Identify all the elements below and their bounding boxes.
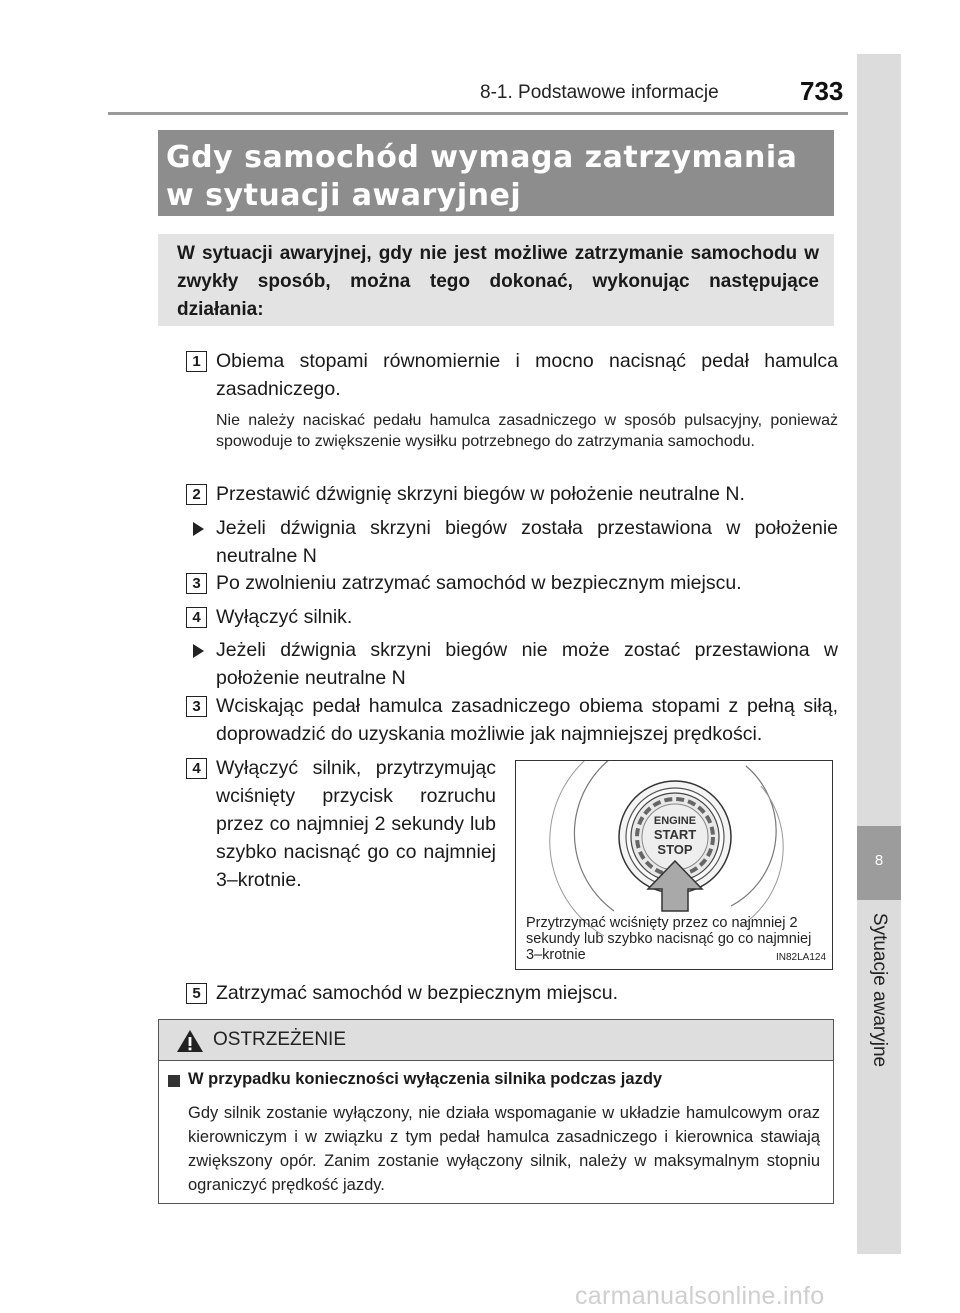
step-text: Przestawić dźwignię skrzyni biegów w położenie neutralne N. — [216, 483, 745, 505]
warning-triangle-icon — [176, 1029, 204, 1053]
step-text: Wciskając pedał hamulca zasadniczego obiema stopami z pełną siłą, doprowadzić do uzyskania możliwie jak najmniejszej prędkości. — [216, 695, 838, 745]
bullet-arrow-icon — [193, 522, 204, 536]
step-text: Zatrzymać samochód w bezpiecznym miejscu. — [216, 982, 619, 1004]
step-text: Po zwolnieniu zatrzymać samochód w bezpiecznym miejscu. — [216, 572, 742, 594]
button-label-line-3: STOP — [657, 842, 693, 857]
step-number: 3 — [186, 696, 207, 717]
sub-item-text: Jeżeli dźwignia skrzyni biegów została przestawiona w położenie neutralne N — [216, 517, 838, 567]
step-number: 4 — [186, 607, 207, 628]
chapter-side-strip — [857, 54, 901, 1254]
header-divider — [108, 112, 848, 115]
page-heading — [166, 139, 826, 215]
chapter-label: Sytuacje awaryjne — [869, 912, 890, 1068]
watermark: carmanualsonline.info — [575, 1282, 825, 1310]
intro-text: W sytuacji awaryjnej, gdy nie jest możliwe zatrzymanie samochodu w zwykły sposób, można tego dokonać, wykonując następujące działania: — [177, 243, 819, 320]
warning-body: Gdy silnik zostanie wyłączony, nie działa wspomaganie w układzie hamulcowym oraz kierowniczym i w związku z tym pedał hamulca zasadniczego i kierownica stawiają zwiększony opór. Zanim zostanie wyłączony silnik, należy w maksymalnym stopniu ograniczyć prędkość jazdy. — [188, 1104, 820, 1194]
step-text: Wyłączyć silnik, przytrzymując wciśnięty przycisk rozruchu przez co najmniej 2 sekundy lub szybko nacisnąć go co najmniej 3–krotnie. — [216, 757, 496, 891]
bullet-arrow-icon — [193, 644, 204, 658]
warning-subtitle: W przypadku konieczności wyłączenia silnika podczas jazdy — [188, 1070, 663, 1088]
warning-title: OSTRZEŻENIE — [213, 1029, 347, 1050]
heading-line-1: Gdy samochód wymaga zatrzymania — [166, 140, 798, 175]
button-label-line-1: ENGINE — [653, 815, 697, 827]
sub-item-text: Jeżeli dźwignia skrzyni biegów nie może zostać przestawiona w położenie neutralne N — [216, 639, 838, 689]
step-note: Nie należy naciskać pedału hamulca zasadniczego w sposób pulsacyjny, ponieważ spowoduje to zwiększenie wysiłku potrzebnego do zatrzymania samochodu. — [216, 412, 838, 450]
step-number: 4 — [186, 758, 207, 779]
step-number: 5 — [186, 983, 207, 1004]
warning-bullet-icon — [168, 1075, 180, 1087]
step-text: Wyłączyć silnik. — [216, 606, 353, 628]
step-text: Obiema stopami równomiernie i mocno nacisnąć pedał hamulca zasadniczego. — [216, 350, 838, 400]
heading-line-2: w sytuacji awaryjnej — [166, 178, 522, 213]
button-label-line-2: START — [653, 827, 697, 842]
step-number: 1 — [186, 351, 207, 372]
chapter-number: 8 — [874, 852, 884, 869]
figure-code: IN82LA124 — [776, 952, 827, 963]
page-number: 733 — [800, 76, 844, 106]
section-title: 8-1. Podstawowe informacje — [480, 82, 719, 103]
step-number: 2 — [186, 484, 207, 505]
figure-caption: Przytrzymać wciśnięty przez co najmniej 2 sekundy lub szybko nacisnąć go co najmniej 3–krotnie — [526, 915, 812, 963]
step-number: 3 — [186, 573, 207, 594]
